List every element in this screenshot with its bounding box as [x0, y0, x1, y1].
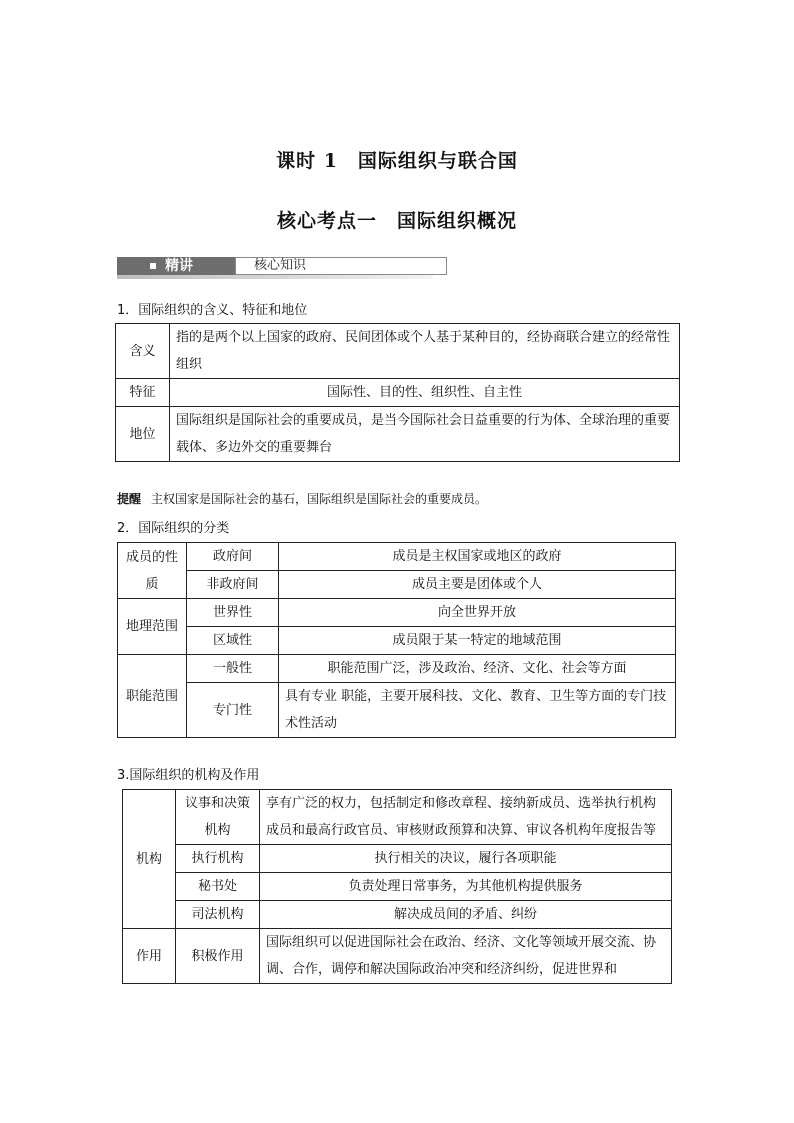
type-cell: 专门性	[187, 683, 279, 738]
table-row	[123, 901, 672, 929]
row-label: 地位	[116, 407, 170, 462]
group-label: 地理范围	[118, 599, 187, 655]
desc-cell: 职能范围广泛，涉及政治、经济、文化、社会等方面	[279, 655, 676, 683]
desc-cell: 成员主要是团体或个人	[279, 571, 676, 599]
row-text: 国际组织是国际社会的重要成员，是当今国际社会日益重要的行为体、全球治理的重要载体、多边外交的重要舞台	[170, 407, 680, 462]
organ-name: 司法机构	[176, 901, 260, 929]
table-row	[118, 655, 676, 683]
row-label: 含义	[116, 324, 170, 379]
banner-right-label: 核心知识	[235, 257, 447, 275]
group-label: 职能范围	[118, 655, 187, 738]
reminder-label: 提醒	[117, 492, 142, 506]
banner-tag-dark	[117, 257, 235, 275]
table-row	[116, 407, 680, 462]
table-row	[118, 543, 676, 571]
table-row	[123, 873, 672, 901]
organ-name: 秘书处	[176, 873, 260, 901]
desc-cell: 成员是主权国家或地区的政府	[279, 543, 676, 571]
organ-desc: 享有广泛的权力，包括制定和修改章程、接纳新成员、选举执行机构成员和最高行政官员、审核财政预算和决算、审议各机构年度报告等	[260, 790, 672, 845]
role-name: 积极作用	[176, 929, 260, 984]
desc-cell: 成员限于某一特定的地域范围	[279, 627, 676, 655]
section-banner	[117, 257, 433, 279]
organ-name: 议事和决策机构	[176, 790, 260, 845]
organ-desc: 负责处理日常事务，为其他机构提供服务	[260, 873, 672, 901]
section-title: 核心考点一 国际组织概况	[276, 210, 517, 232]
banner-left-label: 精讲	[165, 258, 193, 274]
heading-2: 2．国际组织的分类	[117, 521, 230, 536]
table-row	[123, 845, 672, 873]
group-label: 机构	[123, 790, 176, 929]
table-definition	[115, 323, 680, 462]
type-cell: 一般性	[187, 655, 279, 683]
table-row	[118, 627, 676, 655]
table-row	[123, 790, 672, 845]
type-cell: 区域性	[187, 627, 279, 655]
row-text: 指的是两个以上国家的政府、民间团体或个人基于某种目的，经协商联合建立的经常性组织	[170, 324, 680, 379]
square-bullet-icon	[150, 263, 156, 269]
heading-1: 1．国际组织的含义、特征和地位	[117, 303, 308, 318]
table-row	[118, 683, 676, 738]
type-cell: 非政府间	[187, 571, 279, 599]
table-row	[123, 929, 672, 984]
reminder-text: 主权国家是国际社会的基石，国际组织是国际社会的重要成员。	[151, 492, 488, 506]
row-text: 国际性、目的性、组织性、自主性	[170, 379, 680, 407]
table-classification	[117, 542, 676, 738]
reminder-note	[117, 490, 487, 507]
group-label: 作用	[123, 929, 176, 984]
role-desc: 国际组织可以促进国际社会在政治、经济、文化等领域开展交流、协调、合作，调停和解决国际政治冲突和经济纠纷，促进世界和	[260, 929, 672, 984]
heading-3: 3.国际组织的机构及作用	[117, 768, 260, 783]
desc-cell: 具有专业 职能，主要开展科技、文化、教育、卫生等方面的专门技术性活动	[279, 683, 676, 738]
group-label: 成员的性质	[118, 543, 187, 599]
organ-desc: 解决成员间的矛盾、纠纷	[260, 901, 672, 929]
table-row	[118, 599, 676, 627]
table-row	[116, 324, 680, 379]
table-row	[116, 379, 680, 407]
organ-desc: 执行相关的决议，履行各项职能	[260, 845, 672, 873]
type-cell: 政府间	[187, 543, 279, 571]
row-label: 特征	[116, 379, 170, 407]
type-cell: 世界性	[187, 599, 279, 627]
organ-name: 执行机构	[176, 845, 260, 873]
lesson-title: 课时 1 国际组织与联合国	[276, 150, 518, 172]
table-structure	[122, 789, 672, 984]
table-row	[118, 571, 676, 599]
desc-cell: 向全世界开放	[279, 599, 676, 627]
